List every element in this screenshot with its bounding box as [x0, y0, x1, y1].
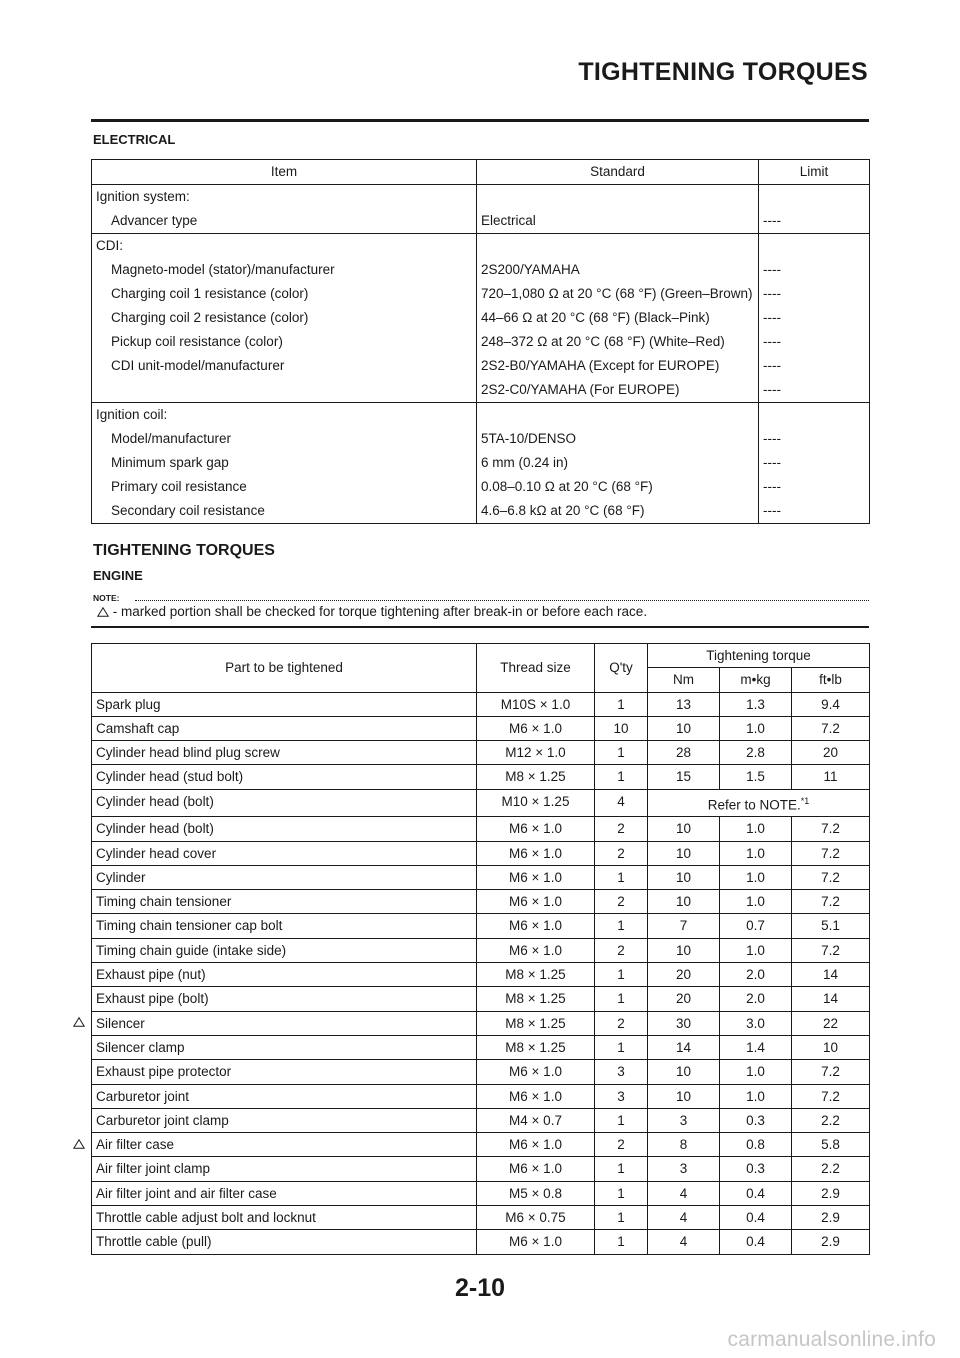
thread-size: M6 × 1.0 [477, 890, 595, 914]
table-row [92, 378, 870, 403]
table-row [92, 789, 870, 817]
quantity: 2 [595, 841, 648, 865]
spec-standard: 6 mm (0.24 in) [477, 451, 759, 475]
spec-item: Ignition coil: [92, 403, 477, 428]
thread-size: M8 × 1.25 [477, 1035, 595, 1059]
torque-mkg: 0.4 [720, 1206, 792, 1230]
part-name: Exhaust pipe protector [92, 1060, 477, 1084]
spec-item: Primary coil resistance [92, 475, 477, 499]
table-row [92, 765, 870, 789]
torque-ftlb: 2.2 [792, 1108, 870, 1132]
spec-standard: 2S2-C0/YAMAHA (For EUROPE) [477, 378, 759, 403]
part-name: Timing chain tensioner cap bolt [92, 914, 477, 938]
electrical-spec-table [91, 159, 870, 524]
table-row [92, 1060, 870, 1084]
table-row [92, 841, 870, 865]
torque-ftlb: 9.4 [792, 692, 870, 716]
table-row [92, 427, 870, 451]
thread-size: M8 × 1.25 [477, 765, 595, 789]
table-row [92, 475, 870, 499]
torque-nm: 4 [648, 1181, 720, 1205]
spec-standard: 2S2-B0/YAMAHA (Except for EUROPE) [477, 354, 759, 378]
electrical-heading: ELECTRICAL [93, 132, 176, 147]
quantity: 1 [595, 1108, 648, 1132]
check-mark-triangle-icon [73, 1017, 85, 1027]
table-row [92, 1181, 870, 1205]
table-row [92, 890, 870, 914]
page-number: 2-10 [454, 1274, 506, 1302]
thread-size: M6 × 1.0 [477, 817, 595, 841]
table-row [92, 987, 870, 1011]
torque-nm: 8 [648, 1133, 720, 1157]
header-rule [91, 119, 869, 122]
table-row [92, 817, 870, 841]
part-name: Silencer [92, 1011, 477, 1035]
quantity: 1 [595, 963, 648, 987]
quantity: 2 [595, 938, 648, 962]
torque-ftlb: 7.2 [792, 1084, 870, 1108]
column-header-tightening-torque: Tightening torque [648, 644, 870, 668]
table-row [92, 914, 870, 938]
spec-standard [477, 403, 759, 428]
table-row [92, 282, 870, 306]
torque-ftlb: 2.9 [792, 1206, 870, 1230]
torque-mkg: 1.0 [720, 841, 792, 865]
table-row [92, 258, 870, 282]
table-row [92, 451, 870, 475]
table-row [92, 234, 870, 259]
torque-nm: 10 [648, 716, 720, 740]
spec-standard: 5TA-10/DENSO [477, 427, 759, 451]
spec-standard [477, 234, 759, 259]
part-name: Cylinder head (stud bolt) [92, 765, 477, 789]
table-row [92, 692, 870, 716]
spec-limit: ---- [759, 282, 870, 306]
quantity: 1 [595, 865, 648, 889]
torque-nm: 10 [648, 1084, 720, 1108]
table-row [92, 1011, 870, 1035]
note-divider [135, 600, 869, 601]
torque-nm: 15 [648, 765, 720, 789]
torque-mkg: 0.3 [720, 1157, 792, 1181]
column-header-standard: Standard [477, 160, 759, 185]
torque-nm: 10 [648, 841, 720, 865]
column-header-ftlb: ft•lb [792, 668, 870, 692]
spec-item: CDI unit-model/manufacturer [92, 354, 477, 378]
spec-limit: ---- [759, 330, 870, 354]
thread-size: M6 × 1.0 [477, 716, 595, 740]
part-name: Spark plug [92, 692, 477, 716]
quantity: 1 [595, 1181, 648, 1205]
spec-limit [759, 403, 870, 428]
thread-size: M8 × 1.25 [477, 987, 595, 1011]
spec-item: Minimum spark gap [92, 451, 477, 475]
torque-ftlb: 7.2 [792, 841, 870, 865]
table-row [92, 865, 870, 889]
torque-mkg: 2.0 [720, 987, 792, 1011]
spec-item: Charging coil 2 resistance (color) [92, 306, 477, 330]
spec-item [92, 378, 477, 403]
check-mark-triangle-icon [97, 607, 109, 617]
quantity: 1 [595, 1206, 648, 1230]
spec-standard: 44–66 Ω at 20 °C (68 °F) (Black–Pink) [477, 306, 759, 330]
thread-size: M6 × 1.0 [477, 841, 595, 865]
spec-limit: ---- [759, 451, 870, 475]
table-row [92, 354, 870, 378]
part-name: Cylinder head blind plug screw [92, 741, 477, 765]
torque-nm: 14 [648, 1035, 720, 1059]
table-row [92, 963, 870, 987]
column-header-item: Item [92, 160, 477, 185]
engine-subheading: ENGINE [93, 568, 143, 583]
spec-item: Magneto-model (stator)/manufacturer [92, 258, 477, 282]
torque-mkg: 1.0 [720, 1084, 792, 1108]
torque-nm: 3 [648, 1157, 720, 1181]
spec-item: Model/manufacturer [92, 427, 477, 451]
spec-limit: ---- [759, 306, 870, 330]
table-row [92, 209, 870, 234]
watermark: carmanualsonline.info [727, 1328, 936, 1351]
torque-ftlb: 2.9 [792, 1181, 870, 1205]
spec-limit: ---- [759, 354, 870, 378]
torque-mkg: 1.0 [720, 817, 792, 841]
thread-size: M6 × 1.0 [477, 914, 595, 938]
quantity: 2 [595, 890, 648, 914]
thread-size: M6 × 1.0 [477, 1230, 595, 1254]
torque-mkg: 2.8 [720, 741, 792, 765]
spec-item: Pickup coil resistance (color) [92, 330, 477, 354]
part-name: Exhaust pipe (bolt) [92, 987, 477, 1011]
table-row [92, 306, 870, 330]
part-name: Timing chain tensioner [92, 890, 477, 914]
spec-standard: Electrical [477, 209, 759, 234]
torque-mkg: 1.4 [720, 1035, 792, 1059]
torque-mkg: 0.3 [720, 1108, 792, 1132]
thread-size: M8 × 1.25 [477, 1011, 595, 1035]
spec-limit: ---- [759, 475, 870, 499]
table-row [92, 938, 870, 962]
thread-size: M6 × 1.0 [477, 1157, 595, 1181]
torque-mkg: 1.0 [720, 716, 792, 740]
thread-size: M6 × 1.0 [477, 865, 595, 889]
note-rule [91, 626, 869, 628]
table-row [92, 1157, 870, 1181]
thread-size: M10S × 1.0 [477, 692, 595, 716]
quantity: 10 [595, 716, 648, 740]
torque-nm: 28 [648, 741, 720, 765]
torque-mkg: 0.7 [720, 914, 792, 938]
torque-ftlb: 22 [792, 1011, 870, 1035]
thread-size: M6 × 0.75 [477, 1206, 595, 1230]
spec-item: Advancer type [92, 209, 477, 234]
quantity: 3 [595, 1084, 648, 1108]
torque-ftlb: 20 [792, 741, 870, 765]
thread-size: M6 × 1.0 [477, 938, 595, 962]
refer-note-cell [648, 789, 870, 817]
part-name: Air filter case [92, 1133, 477, 1157]
note [97, 604, 647, 619]
part-name: Carburetor joint clamp [92, 1108, 477, 1132]
torque-ftlb: 14 [792, 963, 870, 987]
column-header-part: Part to be tightened [92, 644, 477, 693]
torque-mkg: 1.5 [720, 765, 792, 789]
page-header-title: TIGHTENING TORQUES [578, 58, 868, 86]
torque-ftlb: 7.2 [792, 716, 870, 740]
note-text: - marked portion shall be checked for torque tightening after break-in or before each race. [112, 604, 648, 619]
thread-size: M8 × 1.25 [477, 963, 595, 987]
quantity: 3 [595, 1060, 648, 1084]
quantity: 2 [595, 1011, 648, 1035]
torque-nm: 10 [648, 890, 720, 914]
spec-limit: ---- [759, 258, 870, 282]
torque-mkg: 1.0 [720, 890, 792, 914]
quantity: 2 [595, 1133, 648, 1157]
part-name: Cylinder head (bolt) [92, 817, 477, 841]
part-name: Air filter joint clamp [92, 1157, 477, 1181]
torque-mkg: 1.3 [720, 692, 792, 716]
spec-standard: 0.08–0.10 Ω at 20 °C (68 °F) [477, 475, 759, 499]
torque-mkg: 1.0 [720, 938, 792, 962]
torque-ftlb: 11 [792, 765, 870, 789]
quantity: 1 [595, 1157, 648, 1181]
torque-ftlb: 7.2 [792, 1060, 870, 1084]
spec-limit [759, 234, 870, 259]
table-row [92, 1133, 870, 1157]
torques-heading: TIGHTENING TORQUES [93, 542, 275, 559]
spec-item: Secondary coil resistance [92, 499, 477, 524]
note-label: NOTE: [93, 593, 120, 603]
column-header-mkg: m•kg [720, 668, 792, 692]
table-row [92, 1230, 870, 1254]
spec-item: Charging coil 1 resistance (color) [92, 282, 477, 306]
torque-nm: 10 [648, 817, 720, 841]
table-row [92, 716, 870, 740]
torque-ftlb: 10 [792, 1035, 870, 1059]
torque-nm: 10 [648, 938, 720, 962]
spec-limit: ---- [759, 499, 870, 524]
quantity: 2 [595, 817, 648, 841]
torque-nm: 20 [648, 963, 720, 987]
column-header-limit: Limit [759, 160, 870, 185]
quantity: 1 [595, 987, 648, 1011]
spec-standard: 2S200/YAMAHA [477, 258, 759, 282]
torque-nm: 10 [648, 865, 720, 889]
thread-size: M6 × 1.0 [477, 1084, 595, 1108]
torque-mkg: 0.8 [720, 1133, 792, 1157]
refer-note-text: Refer to NOTE. [707, 797, 801, 813]
quantity: 1 [595, 1230, 648, 1254]
thread-size: M12 × 1.0 [477, 741, 595, 765]
torque-mkg: 1.0 [720, 865, 792, 889]
part-name: Exhaust pipe (nut) [92, 963, 477, 987]
part-name: Carburetor joint [92, 1084, 477, 1108]
engine-torque-table [91, 643, 870, 1255]
part-name: Cylinder head (bolt) [92, 789, 477, 817]
thread-size: M5 × 0.8 [477, 1181, 595, 1205]
table-row [92, 499, 870, 524]
torque-mkg: 3.0 [720, 1011, 792, 1035]
part-name: Timing chain guide (intake side) [92, 938, 477, 962]
torque-ftlb: 5.8 [792, 1133, 870, 1157]
spec-standard: 248–372 Ω at 20 °C (68 °F) (White–Red) [477, 330, 759, 354]
torque-ftlb: 7.2 [792, 817, 870, 841]
torque-ftlb: 7.2 [792, 938, 870, 962]
part-name: Throttle cable adjust bolt and locknut [92, 1206, 477, 1230]
table-row [92, 741, 870, 765]
part-name: Cylinder head cover [92, 841, 477, 865]
footnote-marker: *1 [800, 795, 810, 806]
spec-item: Ignition system: [92, 185, 477, 210]
torque-mkg: 0.4 [720, 1181, 792, 1205]
table-row [92, 1084, 870, 1108]
spec-limit: ---- [759, 427, 870, 451]
check-mark-triangle-icon [73, 1139, 85, 1149]
quantity: 1 [595, 765, 648, 789]
part-name: Silencer clamp [92, 1035, 477, 1059]
table-row [92, 185, 870, 210]
thread-size: M6 × 1.0 [477, 1060, 595, 1084]
thread-size: M6 × 1.0 [477, 1133, 595, 1157]
table-row [92, 330, 870, 354]
part-name: Camshaft cap [92, 716, 477, 740]
torque-nm: 7 [648, 914, 720, 938]
torque-ftlb: 2.2 [792, 1157, 870, 1181]
table-row [92, 1206, 870, 1230]
quantity: 1 [595, 692, 648, 716]
torque-ftlb: 2.9 [792, 1230, 870, 1254]
torque-nm: 30 [648, 1011, 720, 1035]
spec-standard: 720–1,080 Ω at 20 °C (68 °F) (Green–Brown) [477, 282, 759, 306]
column-header-qty: Q'ty [595, 644, 648, 693]
table-row [92, 403, 870, 428]
torque-mkg: 0.4 [720, 1230, 792, 1254]
torque-mkg: 2.0 [720, 963, 792, 987]
thread-size: M10 × 1.25 [477, 789, 595, 817]
torque-nm: 4 [648, 1206, 720, 1230]
thread-size: M4 × 0.7 [477, 1108, 595, 1132]
torque-nm: 4 [648, 1230, 720, 1254]
part-name: Air filter joint and air filter case [92, 1181, 477, 1205]
spec-standard: 4.6–6.8 kΩ at 20 °C (68 °F) [477, 499, 759, 524]
table-row [92, 1108, 870, 1132]
column-header-thread-size: Thread size [477, 644, 595, 693]
table-row [92, 1035, 870, 1059]
spec-limit: ---- [759, 209, 870, 234]
part-name: Throttle cable (pull) [92, 1230, 477, 1254]
quantity: 1 [595, 914, 648, 938]
spec-standard [477, 185, 759, 210]
torque-ftlb: 14 [792, 987, 870, 1011]
spec-limit: ---- [759, 378, 870, 403]
torque-mkg: 1.0 [720, 1060, 792, 1084]
torque-nm: 3 [648, 1108, 720, 1132]
column-header-nm: Nm [648, 668, 720, 692]
torque-ftlb: 5.1 [792, 914, 870, 938]
torque-ftlb: 7.2 [792, 890, 870, 914]
torque-nm: 13 [648, 692, 720, 716]
torque-ftlb: 7.2 [792, 865, 870, 889]
part-name: Cylinder [92, 865, 477, 889]
quantity: 4 [595, 789, 648, 817]
quantity: 1 [595, 1035, 648, 1059]
torque-nm: 20 [648, 987, 720, 1011]
torque-nm: 10 [648, 1060, 720, 1084]
spec-item: CDI: [92, 234, 477, 259]
table-header-row [92, 160, 870, 185]
quantity: 1 [595, 741, 648, 765]
spec-limit [759, 185, 870, 210]
